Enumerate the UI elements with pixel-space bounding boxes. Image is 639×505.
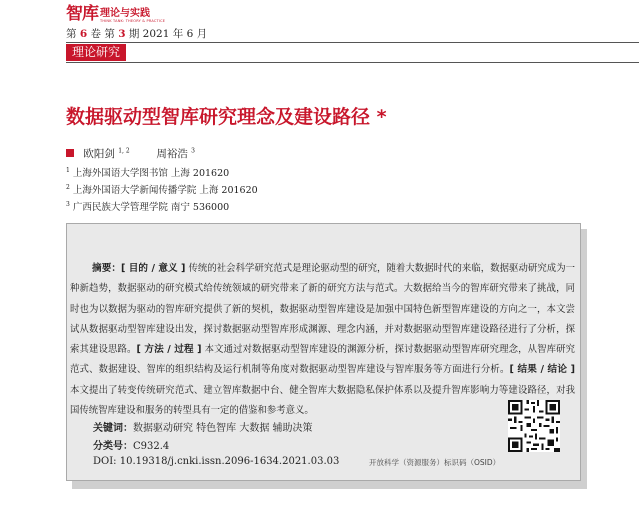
affiliation-number: 1 (66, 166, 70, 174)
affiliation-text: 上海外国语大学新闻传播学院 上海 201620 (72, 185, 258, 196)
author-affil-ref: 1, 2 (118, 147, 130, 155)
abstract-text (70, 259, 575, 421)
affiliation (66, 199, 229, 213)
classification-label: 分类号： (93, 441, 133, 452)
affiliation-number: 2 (66, 183, 70, 191)
issue-info (66, 26, 207, 41)
doi (93, 456, 339, 467)
abstract-result: 本文提出了转变传统研究范式、建立智库数据中台、健全智库大数据隐私保护体系以及提升智库影响力等建设路径，对我国传统智库建设和服务的转型具有一定的借鉴和参考意义。 (70, 384, 575, 417)
abstract-label: 摘要：[ 目的 / 意义 ] (92, 263, 186, 274)
paper-title: 数据驱动型智库研究理念及建设路径 * (66, 106, 387, 128)
osid-label: 开放科学（资源服务）标识码（OSID） (369, 458, 501, 467)
vol-suffix: 卷 第 (90, 28, 115, 40)
affiliation (66, 165, 229, 179)
doi-label: DOI: (93, 456, 120, 467)
affiliation-text: 广西民族大学管理学院 南宁 536000 (72, 202, 230, 213)
author-list (66, 146, 195, 161)
issue-number: 3 (118, 28, 126, 40)
journal-logo: 智库 (66, 4, 98, 24)
classification-value: C932.4 (133, 441, 170, 452)
journal-subtitle: 理论与实践 (100, 8, 150, 19)
section-rule (66, 62, 639, 63)
doi-value: 10.19318/j.cnki.issn.2096-1634.2021.03.03 (119, 456, 340, 467)
affiliation-number: 3 (66, 200, 70, 208)
classification (93, 437, 169, 452)
journal-english-title: THINK TANK: THEORY & PRACTICE (100, 19, 166, 23)
author-marker-icon (66, 149, 74, 157)
abstract-method: 本文通过对数据驱动型智库建设的渊源分析，探讨数据驱动型智库研究理念，从智库研究范式、数据建设、智库的组织结构及运行机制等角度对数据驱动型智库建设与智库服务等方面进行分析。 (70, 344, 575, 376)
keywords-label: 关键词： (93, 423, 133, 434)
affiliation-text: 上海外国语大学图书馆 上海 201620 (72, 168, 230, 179)
header-rule (66, 42, 639, 43)
abstract-result-label: [ 结果 / 结论 ] (509, 364, 575, 376)
abstract-method-label: [ 方法 / 过程 ] (136, 344, 202, 356)
author-name: 周裕浩 (156, 148, 188, 160)
author-affil-ref: 3 (191, 147, 195, 155)
affiliation (66, 182, 258, 196)
keywords-value: 数据驱动研究 特色智库 大数据 辅助决策 (133, 423, 313, 434)
abstract-purpose: 传统的社会科学研究范式是理论驱动型的研究，随着大数据时代的来临，数据驱动研究成为一种新趋势，数据驱动的研究模式给传统领域的研究带来了新的研究方法与范式。大数据给当今的智库研究带来了挑战，同时也为以数据为驱动的智库研究提供了新的契机，数据驱动型智库建设是加强中国特色新型智库建设的方向之一，本文尝试从数据驱动型智库建设出发，探讨数据驱动型智库形成渊源、理念内涵，并对数据驱动型智库建设路径进行了分析，探索其建设思路。 (70, 263, 575, 356)
issue-date: 期 2021 年 6 月 (128, 28, 208, 40)
keywords (93, 419, 313, 434)
vol-prefix: 第 (66, 28, 77, 40)
qr-code-icon (508, 400, 560, 452)
journal-masthead (66, 6, 165, 23)
journal-logo-sub (100, 8, 165, 23)
volume-number: 6 (79, 28, 88, 40)
section-tag: 理论研究 (66, 44, 126, 61)
author-name: 欧阳剑 (83, 148, 115, 160)
